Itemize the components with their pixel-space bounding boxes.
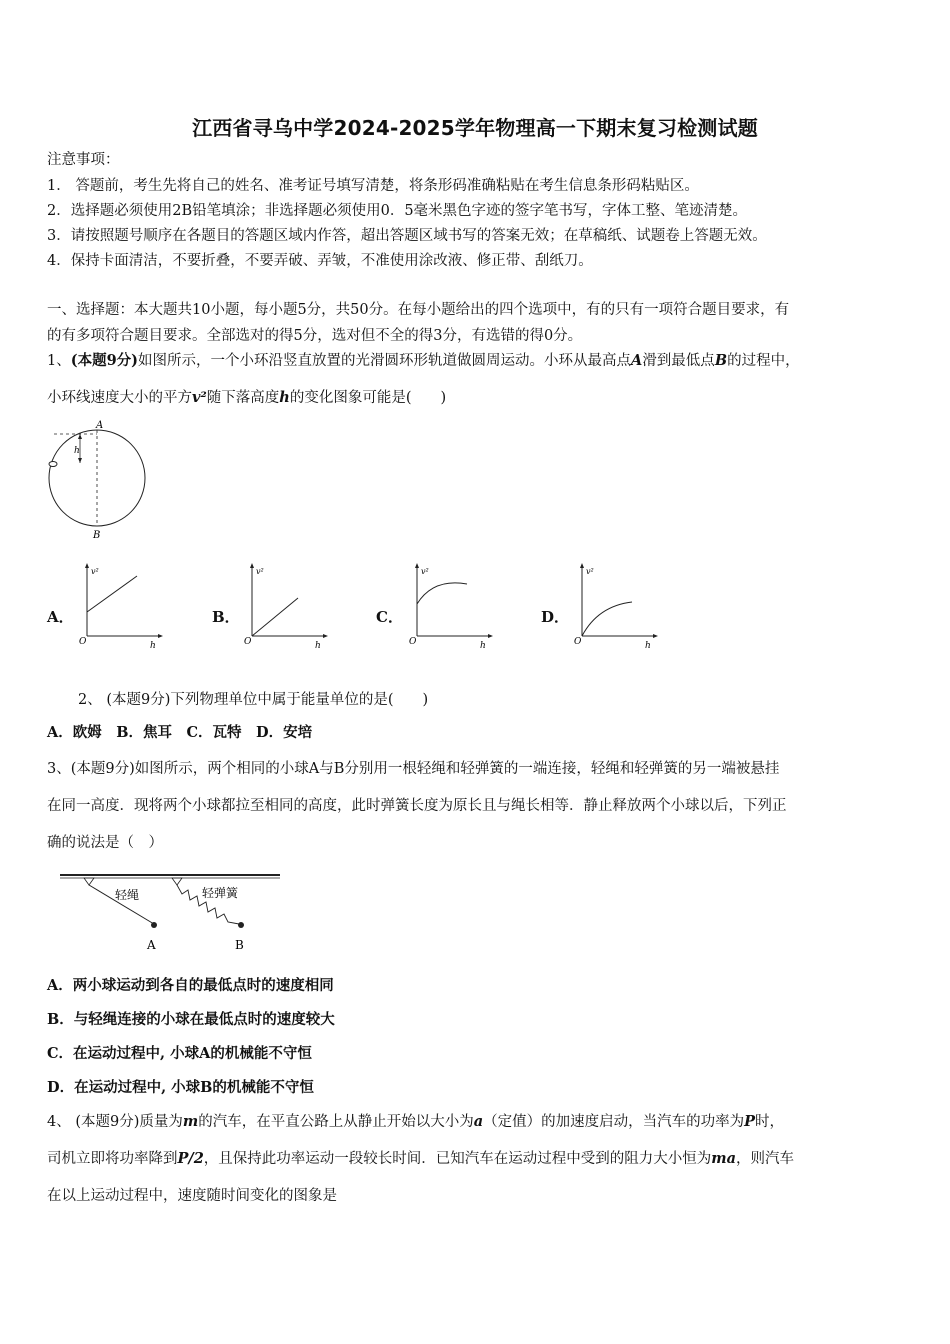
ball-a-label: A	[147, 938, 156, 952]
q1-option-a-graph[interactable]	[75, 560, 170, 650]
q1-option-d-graph[interactable]	[570, 560, 665, 650]
spring-label: 轻弹簧	[202, 886, 239, 900]
q4-stem-line-1: 4、 (本题9分)质量为m的汽车，在平直公路上从静止开始以大小为a（定值）的加速度启动，当汽车的功率为P时，	[47, 1113, 785, 1130]
x-axis-label: h	[645, 641, 651, 650]
q1-option-b-graph[interactable]	[240, 560, 335, 650]
point-a-label: A	[96, 420, 104, 431]
q1-option-d-label: D．	[541, 608, 570, 626]
q1-stem-line-1: 1、(本题9分)如图所示，一个小环沿竖直放置的光滑圆环形轨道做圆周运动。小环从最高点A滑到最低点B的过程中，	[47, 352, 800, 369]
notice-item: 3．请按照题号顺序在各题目的答题区域内作答，超出答题区域书写的答案无效；在草稿纸、试题卷上答题无效。	[47, 228, 767, 244]
ball-b-label: B	[235, 938, 244, 952]
page-title: 江西省寻乌中学2024-2025学年物理高一下期末复习检测试题	[192, 116, 758, 140]
q1-option-c-graph[interactable]	[405, 560, 500, 650]
notice-item: 4．保持卡面清洁，不要折叠，不要弄破、弄皱，不准使用涂改液、修正带、刮纸刀。	[47, 253, 593, 269]
q1-option-a-label: A．	[47, 608, 74, 626]
y-axis-label: v²	[586, 567, 594, 576]
q4-stem-line-2: 司机立即将功率降到P/2，且保持此功率运动一段较长时间．已知汽车在运动过程中受到的阻力大小恒为ma，则汽车	[47, 1150, 795, 1167]
origin-label: O	[79, 637, 87, 647]
q1-stem-line-2: 小环线速度大小的平方v²随下落高度h的变化图象可能是( )	[47, 389, 447, 406]
notice-item: 1． 答题前，考生先将自己的姓名、准考证号填写清楚，将条形码准确粘贴在考生信息条形码粘贴区。	[47, 178, 699, 194]
section-intro-line-1: 一、选择题：本大题共10小题，每小题5分，共50分。在每小题给出的四个选项中，有的只有一项符合题目要求，有	[47, 302, 790, 318]
section-intro-line-2: 的有多项符合题目要求。全部选对的得5分，选对但不全的得3分，有选错的得0分。	[47, 328, 583, 344]
x-axis-label: h	[315, 641, 321, 650]
q1-circle-figure	[40, 418, 160, 543]
q3-rope-spring-figure	[58, 866, 288, 958]
q4-stem-line-3: 在以上运动过程中，速度随时间变化的图象是	[47, 1188, 337, 1204]
x-axis-label: h	[480, 641, 486, 650]
q1-option-c-label: C．	[376, 608, 403, 626]
origin-label: O	[244, 637, 252, 647]
q3-option-a[interactable]: A．两小球运动到各自的最低点时的速度相同	[47, 977, 334, 994]
y-axis-label: v²	[421, 567, 429, 576]
q3-option-c[interactable]: C．在运动过程中, 小球A的机械能不守恒	[47, 1045, 312, 1062]
notice-heading: 注意事项：	[47, 152, 120, 168]
q1-option-b-label: B．	[212, 608, 240, 626]
origin-label: O	[574, 637, 582, 647]
q3-stem-line-2: 在同一高度．现将两个小球都拉至相同的高度，此时弹簧长度为原长且与绳长相等．静止释放两个小球以后，下列正	[47, 798, 787, 814]
q3-stem-line-3: 确的说法是（ ）	[47, 835, 163, 851]
point-b-label: B	[93, 530, 101, 541]
notice-item: 2．选择题必须使用2B铅笔填涂；非选择题必须使用0．5毫米黑色字迹的签字笔书写，字体工整、笔迹清楚。	[47, 203, 748, 219]
y-axis-label: v²	[256, 567, 264, 576]
rope-label: 轻绳	[115, 888, 140, 902]
x-axis-label: h	[150, 641, 156, 650]
y-axis-label: v²	[91, 567, 99, 576]
q3-stem-line-1: 3、(本题9分)如图所示，两个相同的小球A与B分别用一根轻绳和轻弹簧的一端连接，轻绳和轻弹簧的另一端被悬挂	[47, 761, 780, 777]
q3-option-b[interactable]: B．与轻绳连接的小球在最低点时的速度较大	[47, 1011, 335, 1028]
height-label: h	[74, 446, 80, 456]
q2-options: A．欧姆 B．焦耳 C．瓦特 D．安培	[47, 724, 313, 741]
origin-label: O	[409, 637, 417, 647]
q2-stem: 2、 (本题9分)下列物理单位中属于能量单位的是( )	[78, 692, 429, 708]
q3-option-d[interactable]: D．在运动过程中, 小球B的机械能不守恒	[47, 1079, 314, 1096]
